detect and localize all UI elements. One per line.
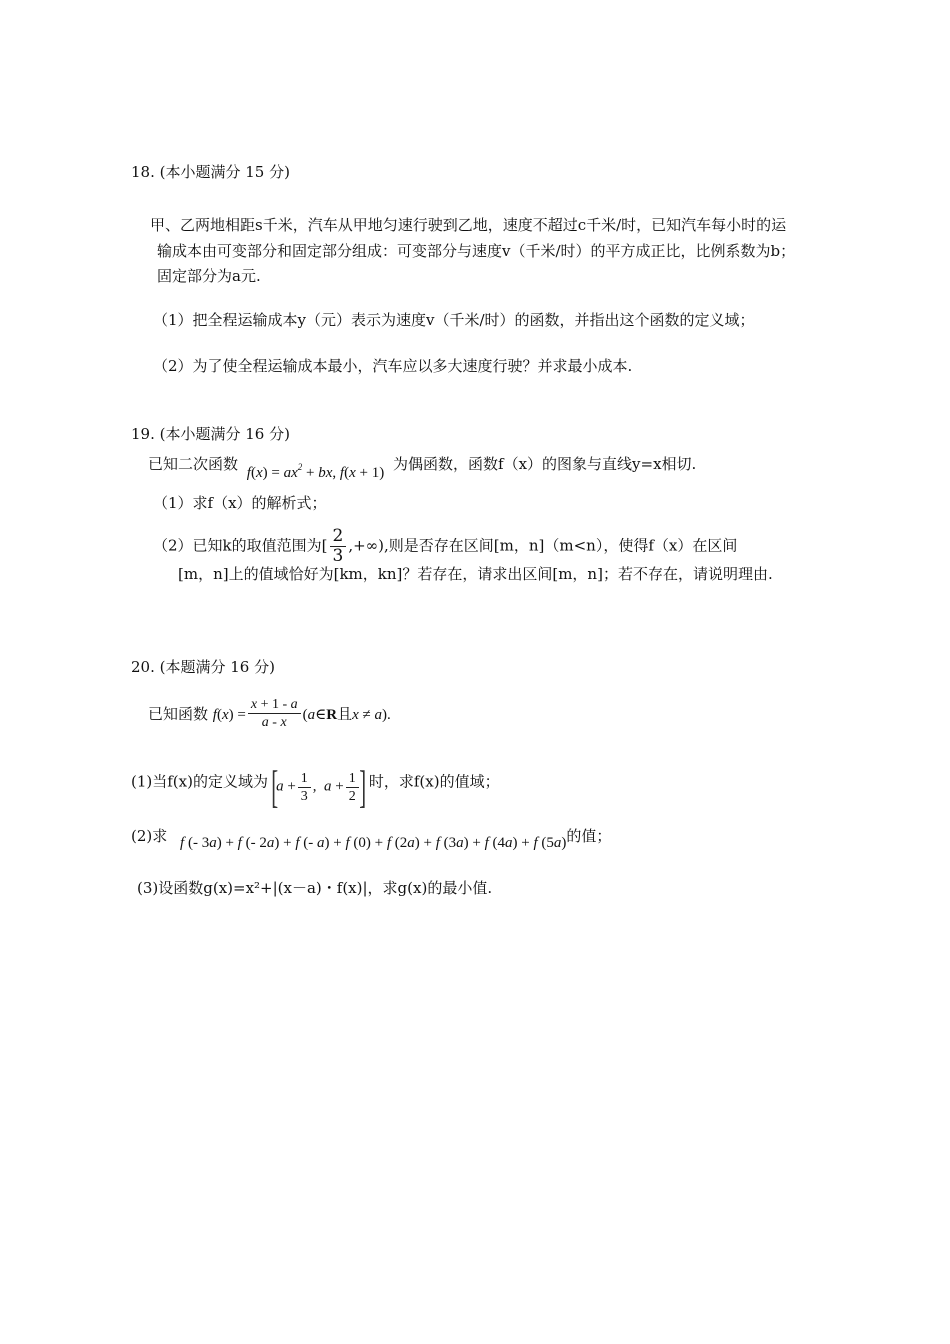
- q18-stem-line1: 甲、乙两地相距s千米，汽车从甲地匀速行驶到乙地，速度不超过c千米/时，已知汽车每小时的运: [150, 216, 787, 234]
- q20-part2-after: 的值；: [566, 827, 612, 845]
- q19-part2-before: （2）已知k的取值范围为[: [153, 536, 328, 555]
- q19-stem-after: 为偶函数，函数f（x）的图象与直线y=x相切.: [393, 455, 697, 473]
- q19-stem-formula: $f(x) = ax^2$ + bx, f(x + 1): [246, 462, 385, 481]
- q18-stem-line3: 固定部分为a元.: [157, 267, 261, 285]
- q20-stem-before: 已知函数: [148, 704, 209, 723]
- q19-part1: （1）求f（x）的解析式；: [153, 494, 327, 512]
- q20-header: 20. (本题满分 16 分): [131, 658, 275, 676]
- q18-part1: （1）把全程运输成本y（元）表示为速度v（千米/时）的函数，并指出这个函数的定义域；: [153, 311, 755, 329]
- q20-part2-before: (2)求: [131, 827, 168, 845]
- q19-part2-fraction: $\frac{2}{3}$: [330, 527, 347, 566]
- q18-stem-line2: 输成本由可变部分和固定部分组成：可变部分与速度v（千米/时）的平方成正比，比例系数为b；: [157, 242, 796, 260]
- q19-stem: [148, 449, 697, 481]
- q20-part1: [131, 760, 500, 812]
- q20-part1-before: (1)当f(x)的定义域为: [131, 772, 268, 791]
- q20-part1-interval: [a + $\frac{1}{3}$ , a + $\frac{1}{2}$ ]: [270, 761, 366, 812]
- q19-stem-before: 已知二次函数: [148, 455, 239, 473]
- q18-header: 18. (本小题满分 15 分): [131, 163, 290, 181]
- q19-part2-after: ,+∞),则是否存在区间[m，n]（m<n），使得f（x）在区间: [348, 536, 738, 555]
- q18-part2: （2）为了使全程运输成本最小，汽车应以多大速度行驶？并求最小成本.: [153, 357, 633, 375]
- q20-part2: [131, 826, 612, 851]
- q19-header: 19. (本小题满分 16 分): [131, 425, 290, 443]
- q19-part2-line2: [m，n]上的值域恰好为[km，kn]？若存在，请求出区间[m，n]；若不存在，请说明理由.: [178, 565, 773, 583]
- q20-part2-formula: f (- 3a) + f (- 2a) + f (- a) + f (0) + f (2a) + f (3a) + f (4a) + f (5a): [180, 835, 567, 851]
- q20-stem-formula: f(x) = $\frac{x + 1 - a}{a - x}$ (a∈R且x ≠ a).: [212, 697, 391, 730]
- q20-stem: [148, 698, 391, 733]
- q20-part3: (3)设函数g(x)=x²+|(x－a)・f(x)|，求g(x)的最小值.: [137, 879, 493, 897]
- q20-part1-after: 时，求f(x)的值域；: [368, 772, 500, 791]
- q19-part2: [153, 527, 737, 566]
